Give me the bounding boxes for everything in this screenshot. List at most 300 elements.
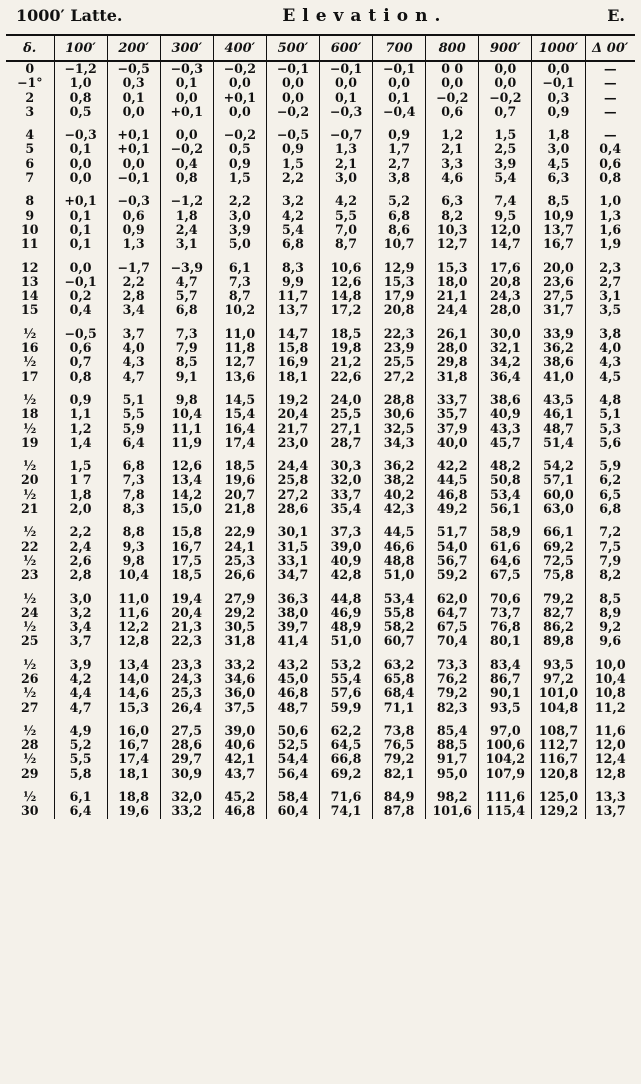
table-cell: 26,6 [213,568,266,582]
table-cell: 79,2 [426,686,479,700]
table-cell: 1,3 [107,237,160,251]
table-cell: 21,7 [266,422,319,436]
table-cell: 3,2 [54,606,107,620]
table-row [6,209,635,223]
table-cell: 116,7 [532,752,585,766]
table-cell: 0,1 [107,91,160,105]
table-cell: 0,9 [373,128,426,142]
table-cell: 46,8 [426,488,479,502]
table-cell: −0,1 [266,61,319,76]
table-cell: 32,0 [319,473,372,487]
table-cell: 48,7 [532,422,585,436]
row-label: ½ [23,722,37,738]
table-cell: 62,2 [319,724,372,738]
table-cell: 5,8 [54,767,107,781]
table-cell: 10,4 [160,407,213,421]
table-cell: 34,7 [266,568,319,582]
row-spacer [6,649,635,658]
table-cell: 2,8 [107,289,160,303]
table-row [6,355,635,369]
table-cell: 6,8 [160,303,213,317]
table-cell: 3,1 [585,289,635,303]
table-cell: 0,7 [479,105,532,119]
table-row [6,370,635,384]
table-row [6,436,635,450]
table-row [6,672,635,686]
table-cell: 6,5 [585,488,635,502]
table-cell: 0,0 [426,76,479,90]
table-cell: 84,9 [373,790,426,804]
table-cell: 51,0 [319,634,372,648]
table-cell: 101,6 [426,804,479,818]
table-cell: 1,5 [479,128,532,142]
table-cell: 42,1 [213,752,266,766]
table-cell: 1,2 [54,422,107,436]
table-cell: 20,4 [160,606,213,620]
table-cell: 17,9 [373,289,426,303]
table-cell: 0,4 [160,157,213,171]
table-cell: 58,4 [266,790,319,804]
table-cell: 29,7 [160,752,213,766]
table-cell: 14,7 [266,327,319,341]
table-cell: 12,7 [426,237,479,251]
table-cell: 6,1 [54,790,107,804]
table-cell: 50,8 [479,473,532,487]
table-cell: 79,2 [373,752,426,766]
table-cell: 45,0 [266,672,319,686]
row-label: 21 [20,501,39,517]
table-cell: 5,4 [266,223,319,237]
row-label: 6 [25,155,35,171]
table-cell: 14,2 [160,488,213,502]
table-cell: 3,9 [479,157,532,171]
table-cell: 0,0 [266,76,319,90]
table-cell: 36,4 [479,370,532,384]
table-cell: 46,8 [213,804,266,818]
table-cell: 37,3 [319,525,372,539]
table-cell: 9,9 [266,275,319,289]
row-label: ½ [23,420,37,436]
table-cell: 0,5 [54,105,107,119]
table-cell: 107,9 [479,767,532,781]
table-cell: 16,4 [213,422,266,436]
table-cell: 11,2 [585,701,635,715]
table-cell: 40,9 [319,554,372,568]
row-label: 25 [20,633,39,649]
table-cell: 18,5 [319,327,372,341]
table-cell: 52,5 [266,738,319,752]
table-cell: 5,7 [160,289,213,303]
table-cell: 9,1 [160,370,213,384]
column-header: 300′ [160,36,213,61]
table-cell: 12,9 [373,261,426,275]
column-header: δ. [6,36,54,61]
table-cell: 8,8 [107,525,160,539]
table-cell: 46,9 [319,606,372,620]
row-label: 24 [20,604,39,620]
table-cell: 2,1 [319,157,372,171]
row-label: 9 [25,207,35,223]
table-cell: 7,3 [160,327,213,341]
table-cell: 35,7 [426,407,479,421]
table-cell: 36,2 [373,459,426,473]
table-cell: +0,1 [107,128,160,142]
table-cell: 11,6 [585,724,635,738]
table-cell: 7,9 [585,554,635,568]
table-cell: 32,1 [479,341,532,355]
table-cell: 41,0 [532,370,585,384]
row-label: ½ [23,751,37,767]
table-cell: 29,8 [426,355,479,369]
table-cell: 0,0 [532,61,585,76]
table-cell: 0,8 [160,171,213,185]
table-row [6,422,635,436]
table-cell: 0,6 [585,157,635,171]
table-cell: 8,5 [160,355,213,369]
table-cell: 10,3 [426,223,479,237]
row-label: 22 [20,538,39,554]
page-header [6,6,635,36]
table-cell: 4,9 [54,724,107,738]
table-cell: 34,3 [373,436,426,450]
table-cell: 31,7 [532,303,585,317]
table-cell: 48,7 [266,701,319,715]
table-cell: 8,3 [107,502,160,516]
table-cell: 13,4 [107,658,160,672]
table-cell: 28,7 [319,436,372,450]
table-cell: 45,2 [213,790,266,804]
table-cell: 20,7 [213,488,266,502]
table-body [6,61,635,819]
table-cell: 0,0 [107,105,160,119]
table-cell: 27,2 [266,488,319,502]
table-cell: 59,2 [426,568,479,582]
row-label: 13 [20,273,39,289]
table-cell: 8,7 [213,289,266,303]
row-label: 19 [20,434,39,450]
table-cell: 5,0 [213,237,266,251]
table-cell: 34,6 [213,672,266,686]
table-cell: 27,5 [160,724,213,738]
table-row [6,157,635,171]
table-cell: 14,5 [213,393,266,407]
table-cell: 2,4 [160,223,213,237]
table-cell: 46,1 [532,407,585,421]
table-cell: 54,4 [266,752,319,766]
table-cell: — [585,128,635,142]
table-cell: 13,3 [585,790,635,804]
table-cell: 129,2 [532,804,585,818]
table-cell: −0,4 [373,105,426,119]
table-cell: 8,6 [373,223,426,237]
table-row [6,767,635,781]
row-label: ½ [23,325,37,341]
table-cell: 4,4 [54,686,107,700]
table-row [6,804,635,818]
table-cell: 97,0 [479,724,532,738]
table-cell: 31,8 [213,634,266,648]
table-cell: 4,2 [319,194,372,208]
row-label: 4 [25,127,35,143]
table-cell: 5,5 [319,209,372,223]
table-cell: 0,8 [54,91,107,105]
table-cell: 20,0 [532,261,585,275]
table-cell: −0,2 [266,105,319,119]
table-cell: 2,6 [54,554,107,568]
table-cell: 24,1 [213,540,266,554]
table-cell: 1,3 [585,209,635,223]
table-cell: 38,6 [479,393,532,407]
table-cell: 0,6 [54,341,107,355]
table-cell: 6,8 [585,502,635,516]
table-cell: 10,6 [319,261,372,275]
table-cell: −0,3 [160,61,213,76]
table-cell: 30,1 [266,525,319,539]
table-cell: 35,4 [319,502,372,516]
table-cell: −0,1 [532,76,585,90]
table-cell: 57,1 [532,473,585,487]
table-cell: 8,9 [585,606,635,620]
table-cell: 16,9 [266,355,319,369]
table-cell: 12,2 [107,620,160,634]
table-cell: 17,5 [160,554,213,568]
table-cell: 40,2 [373,488,426,502]
table-cell: 3,0 [319,171,372,185]
row-label: ½ [23,458,37,474]
table-row [6,724,635,738]
table-cell: 71,6 [319,790,372,804]
table-cell: 18,0 [426,275,479,289]
table-cell: 13,7 [266,303,319,317]
table-cell: 34,2 [479,355,532,369]
table-cell: 6,8 [266,237,319,251]
table-cell: 0,0 [107,157,160,171]
row-spacer [6,450,635,459]
table-cell: 6,3 [532,171,585,185]
table-cell: 98,2 [426,790,479,804]
table-cell: 22,3 [373,327,426,341]
table-cell: 7,3 [107,473,160,487]
table-cell: 0,9 [532,105,585,119]
table-cell: 82,1 [373,767,426,781]
table-cell: 53,2 [319,658,372,672]
row-label: 15 [20,302,39,318]
table-cell: 43,3 [479,422,532,436]
table-cell: 10,8 [585,686,635,700]
table-cell: 7,3 [213,275,266,289]
table-cell: 67,5 [426,620,479,634]
table-cell: 40,6 [213,738,266,752]
table-cell: 11,6 [107,606,160,620]
table-cell: 4,6 [426,171,479,185]
table-row [6,341,635,355]
table-cell: 6,4 [107,436,160,450]
row-label: 0 [25,61,35,76]
column-header: 200′ [107,36,160,61]
table-cell: 9,3 [107,540,160,554]
table-cell: +0,1 [213,91,266,105]
table-cell: 12,0 [479,223,532,237]
table-row [6,393,635,407]
table-cell: 42,2 [426,459,479,473]
table-cell: — [585,105,635,119]
table-row [6,568,635,582]
table-cell: 11,1 [160,422,213,436]
table-cell: −0,5 [107,61,160,76]
table-row [6,61,635,76]
table-cell: 3,0 [213,209,266,223]
table-cell: 5,2 [54,738,107,752]
table-cell: 5,6 [585,436,635,450]
table-cell: 3,2 [266,194,319,208]
table-cell: 0,8 [585,171,635,185]
table-row [6,752,635,766]
table-cell: 0,4 [585,142,635,156]
table-cell: 14,8 [319,289,372,303]
table-row [6,502,635,516]
table-cell: 73,3 [426,658,479,672]
row-label: 12 [20,259,39,275]
table-cell: 1,9 [585,237,635,251]
table-cell: 6,8 [107,459,160,473]
table-cell: 24,0 [319,393,372,407]
table-cell: 76,5 [373,738,426,752]
table-cell: 36,3 [266,592,319,606]
table-cell: 0,1 [319,91,372,105]
row-label: 28 [20,737,39,753]
table-cell: 86,2 [532,620,585,634]
table-cell: 65,8 [373,672,426,686]
table-cell: 33,7 [319,488,372,502]
table-cell: 0,0 [213,105,266,119]
table-cell: 4,7 [160,275,213,289]
table-cell: 55,4 [319,672,372,686]
table-cell: 5,1 [107,393,160,407]
table-cell: 0,3 [532,91,585,105]
table-cell: 46,8 [266,686,319,700]
row-label: ½ [23,552,37,568]
table-cell: 2,2 [213,194,266,208]
column-header: 100′ [54,36,107,61]
table-cell: 5,2 [373,194,426,208]
table-cell: 16,7 [532,237,585,251]
row-label: 10 [20,221,39,237]
table-cell: 2,2 [54,525,107,539]
table-cell: 2,7 [585,275,635,289]
table-cell: — [585,91,635,105]
table-cell: 46,6 [373,540,426,554]
table-cell: 51,7 [426,525,479,539]
table-cell: 1,2 [426,128,479,142]
table-cell: 1,7 [373,142,426,156]
table-cell: 28,0 [426,341,479,355]
table-cell: 20,4 [266,407,319,421]
table-cell: 0,0 [160,128,213,142]
table-cell: 44,8 [319,592,372,606]
table-row [6,275,635,289]
row-label: 27 [20,699,39,715]
table-cell: 64,7 [426,606,479,620]
table-cell: 25,5 [319,407,372,421]
column-header: 700 [373,36,426,61]
table-cell: 25,5 [373,355,426,369]
table-cell: 26,4 [160,701,213,715]
table-cell: 0,1 [54,223,107,237]
row-spacer [6,185,635,194]
table-cell: 18,5 [160,568,213,582]
table-cell: 42,3 [373,502,426,516]
table-cell: −1,2 [160,194,213,208]
table-cell: 0,0 [160,91,213,105]
elevation-table [6,36,635,819]
row-label: ½ [23,789,37,805]
table-cell: 7,8 [107,488,160,502]
table-cell: 0,6 [107,209,160,223]
column-header: Δ 00′ [585,36,635,61]
table-cell: 44,5 [426,473,479,487]
table-cell: 2,0 [54,502,107,516]
table-cell: 6,2 [585,473,635,487]
table-cell: 21,2 [319,355,372,369]
table-cell: 14,6 [107,686,160,700]
header-left: 1000′ Latte. [16,6,123,25]
table-cell: 23,6 [532,275,585,289]
table-cell: 8,2 [426,209,479,223]
table-cell: 10,9 [532,209,585,223]
table-row [6,634,635,648]
table-cell: 9,5 [479,209,532,223]
table-cell: 43,2 [266,658,319,672]
table-cell: 4,8 [585,393,635,407]
table-cell: 59,9 [319,701,372,715]
table-cell: 125,0 [532,790,585,804]
table-cell: 9,6 [585,634,635,648]
table-cell: 21,8 [213,502,266,516]
table-cell: 3,3 [426,157,479,171]
table-cell: 13,7 [585,804,635,818]
table-row [6,303,635,317]
table-cell: 93,5 [479,701,532,715]
table-cell: 6,8 [373,209,426,223]
table-cell: 1,5 [213,171,266,185]
table-cell: 11,9 [160,436,213,450]
table-cell: 69,2 [532,540,585,554]
table-cell: 3,4 [107,303,160,317]
table-cell: 39,0 [213,724,266,738]
table-row [6,261,635,275]
table-cell: 3,0 [532,142,585,156]
table-cell: −1,2 [54,61,107,76]
table-row [6,128,635,142]
table-cell: 18,1 [266,370,319,384]
table-cell: 60,4 [266,804,319,818]
table-cell: −0,3 [107,194,160,208]
table-cell: 8,7 [319,237,372,251]
table-row [6,606,635,620]
table-cell: +0,1 [54,194,107,208]
table-cell: 39,0 [319,540,372,554]
table-cell: 66,8 [319,752,372,766]
row-label: ½ [23,486,37,502]
table-cell: 10,4 [107,568,160,582]
table-cell: 28,6 [266,502,319,516]
table-cell: 16,7 [107,738,160,752]
table-cell: 108,7 [532,724,585,738]
table-cell: 20,8 [479,275,532,289]
row-label: 29 [20,765,39,781]
table-cell: 1,1 [54,407,107,421]
column-header-row [6,36,635,61]
